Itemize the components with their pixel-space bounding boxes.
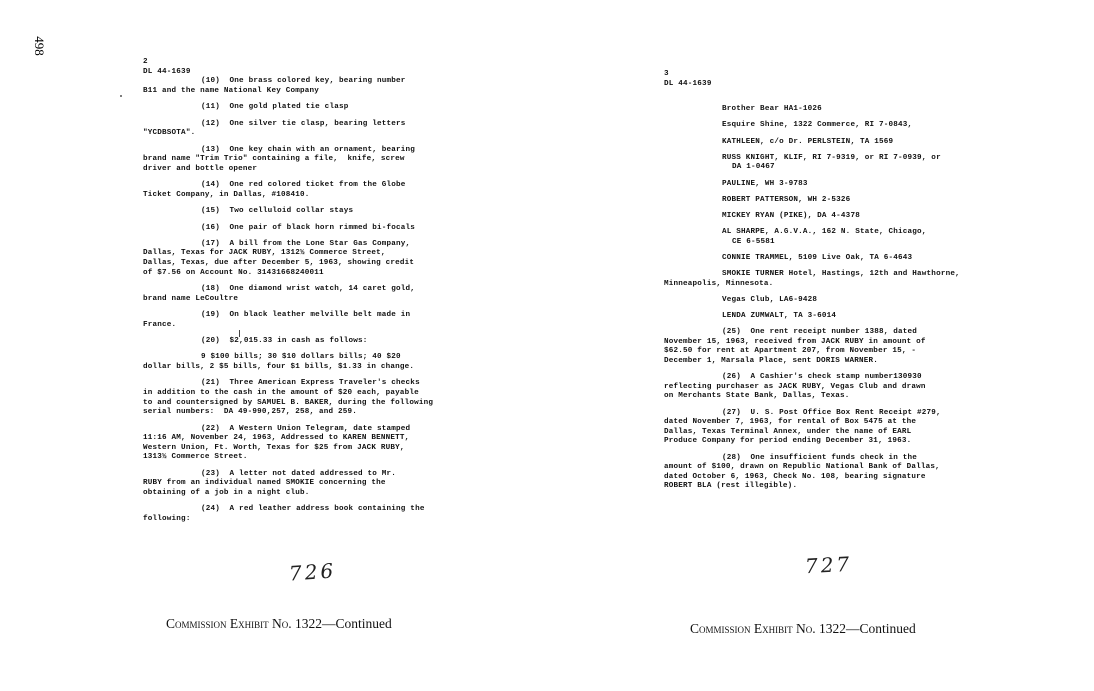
text-line: (18) One diamond wrist watch, 14 caret gold,: [201, 285, 416, 294]
text-line: (15) Two celluloid collar stays: [201, 207, 354, 216]
text-line: Western Union, Ft. Worth, Texas for $25 from JACK RUBY,: [143, 443, 405, 452]
paragraph: [664, 270, 1004, 289]
text-line: (20) $2,015.33 in cash as follows:: [201, 337, 368, 346]
caption-left-rest: 1322—Continued: [291, 616, 392, 631]
left-document-page: [143, 58, 483, 531]
text-line: DA 1-0467: [732, 163, 775, 172]
text-line: (28) One insufficient funds check in the: [722, 453, 918, 462]
paragraph: [664, 212, 1004, 222]
paragraph: [664, 138, 1004, 148]
right-body: [664, 89, 1004, 492]
text-line: France.: [143, 320, 177, 329]
exhibit-caption-left: [166, 616, 392, 632]
paragraph: [664, 373, 1004, 402]
text-line: CONNIE TRAMMEL, 5109 Live Oak, TA 6-4643: [722, 253, 913, 262]
paragraph: [664, 196, 1004, 206]
text-line: (26) A Cashier's check stamp number130930: [722, 373, 922, 382]
text-line: brand name LeCoultre: [143, 294, 239, 303]
text-line: PAULINE, WH 3-9783: [722, 179, 808, 188]
text-line: following:: [143, 514, 191, 523]
text-line: CE 6-5581: [732, 237, 775, 246]
text-line: brand name "Trim Trio" containing a file, knife, screw: [143, 155, 405, 164]
text-line: $62.50 for rent at Apartment 207, from November 15, -: [664, 347, 917, 356]
paragraph: [664, 254, 1004, 264]
handwritten-page-number-left: 726: [288, 558, 337, 586]
paragraph: [664, 105, 1004, 115]
right-page-no: 3: [664, 70, 669, 78]
text-line: (25) One rent receipt number 1388, dated: [722, 328, 918, 337]
paragraph: [143, 240, 483, 278]
text-line: (13) One key chain with an ornament, bearing: [201, 145, 416, 154]
paragraph: [143, 103, 483, 113]
left-body: [143, 77, 483, 524]
text-line: amount of $100, drawn on Republic National Bank of Dallas,: [664, 463, 940, 472]
text-line: Vegas Club, LA6-9428: [722, 295, 818, 304]
text-line: in addition to the cash in the amount of $20 each, payable: [143, 389, 419, 397]
paragraph: [143, 505, 483, 524]
text-line: (24) A red leather address book containing the: [201, 505, 425, 514]
text-line: obtaining of a job in a night club.: [143, 488, 310, 497]
left-file-no: DL 44-1639: [143, 67, 191, 76]
text-line: Dallas, Texas for JACK RUBY, 1312½ Commerce Street,: [143, 249, 386, 258]
stray-dot: [120, 95, 122, 97]
right-file-no: DL 44-1639: [664, 79, 712, 88]
caption-right-prefix: Commission Exhibit No.: [690, 621, 816, 636]
text-line: B11 and the name National Key Company: [143, 86, 320, 95]
handwritten-page-number-right: 727: [804, 551, 853, 579]
paragraph: [664, 154, 1004, 173]
paragraph: [143, 337, 483, 347]
text-line: on Merchants State Bank, Dallas, Texas.: [664, 392, 850, 401]
text-line: 9 $100 bills; 30 $10 dollars bills; 40 $20: [201, 353, 401, 362]
paragraph: [143, 311, 483, 330]
text-line: AL SHARPE, A.G.V.A., 162 N. State, Chicago,: [722, 228, 927, 237]
text-line: KATHLEEN, c/o Dr. PERLSTEIN, TA 1569: [722, 137, 894, 146]
paragraph: [143, 181, 483, 200]
paragraph: [143, 285, 483, 304]
text-line: Esquire Shine, 1322 Commerce, RI 7-0843,: [722, 121, 913, 130]
paragraph: [664, 312, 1004, 322]
text-line: Minneapolis, Minnesota.: [664, 279, 774, 288]
text-line: (12) One silver tie clasp, bearing letters: [201, 119, 406, 128]
text-line: December 1, Marsala Place, sent DORIS WARNER.: [664, 357, 879, 365]
text-line: (23) A letter not dated addressed to Mr.: [201, 469, 397, 478]
text-line: dated October 6, 1963, Check No. 108, bearing signature: [664, 472, 926, 481]
paragraph: [664, 180, 1004, 190]
text-line: MICKEY RYAN (PIKE), DA 4-4378: [722, 211, 860, 220]
page-number: 498: [32, 36, 47, 56]
left-page-no: 2: [143, 58, 148, 66]
text-line: LENDA ZUMWALT, TA 3-6014: [722, 312, 837, 321]
text-line: (22) A Western Union Telegram, date stamped: [201, 424, 411, 433]
text-line: serial numbers: DA 49-990,257, 258, and 259.: [143, 408, 358, 417]
text-line: RUSS KNIGHT, KLIF, RI 7-9319, or RI 7-0939, or: [722, 153, 941, 162]
text-line: "YCDBSOTA".: [143, 129, 196, 138]
paragraph: [143, 207, 483, 217]
paragraph: [143, 470, 483, 499]
paragraph: [143, 77, 483, 96]
text-line: ROBERT PATTERSON, WH 2-5326: [722, 195, 851, 204]
spacer: [664, 89, 1004, 105]
paragraph: [143, 425, 483, 463]
text-line: Produce Company for period ending December 31, 1963.: [664, 437, 912, 446]
exhibit-caption-right: [690, 621, 916, 637]
caption-left-prefix: Commission Exhibit No.: [166, 616, 292, 631]
paragraph: [664, 296, 1004, 306]
text-line: to and countersigned by SAMUEL B. BAKER, during the following: [143, 398, 434, 407]
paragraph: [664, 228, 1004, 247]
text-line: (27) U. S. Post Office Box Rent Receipt #279,: [722, 408, 941, 417]
text-line: (16) One pair of black horn rimmed bi-focals: [201, 223, 416, 232]
paragraph: [143, 120, 483, 139]
text-line: dollar bills, 2 $5 bills, four $1 bills, $1.33 in change.: [143, 363, 415, 372]
text-line: of $7.56 on Account No. 31431668240011: [143, 268, 324, 277]
text-line: Dallas, Texas, due after December 5, 1963, showing credit: [143, 259, 415, 268]
text-line: (21) Three American Express Traveler's checks: [201, 379, 420, 388]
text-line: driver and bottle opener: [143, 164, 258, 173]
paragraph: [143, 146, 483, 175]
paragraph: [664, 409, 1004, 447]
text-line: (17) A bill from the Lone Star Gas Company,: [201, 239, 411, 248]
text-line: 1313½ Commerce Street.: [143, 453, 248, 462]
text-line: (11) One gold plated tie clasp: [201, 103, 349, 112]
text-line: 11:16 AM, November 24, 1963, Addressed to KAREN BENNETT,: [143, 434, 410, 443]
text-line: Dallas, Texas Terminal Annex, under the name of EARL: [664, 427, 912, 436]
text-line: reflecting purchaser as JACK RUBY, Vegas Club and drawn: [664, 382, 926, 391]
text-line: dated November 7, 1963, for rental of Box 5475 at the: [664, 418, 917, 427]
paragraph: [143, 379, 483, 417]
right-document-page: [664, 70, 1004, 499]
text-line: Ticket Company, in Dallas, #108410.: [143, 190, 310, 199]
paragraph: [143, 353, 483, 372]
caption-right-rest: 1322—Continued: [815, 621, 916, 636]
text-line: Brother Bear HA1-1026: [722, 105, 822, 114]
text-line: November 15, 1963, received from JACK RUBY in amount of: [664, 337, 926, 346]
text-line: (10) One brass colored key, bearing number: [201, 77, 406, 86]
paragraph: [664, 328, 1004, 366]
paragraph: [664, 454, 1004, 492]
text-line: (19) On black leather melville belt made in: [201, 311, 411, 320]
text-line: SMOKIE TURNER Hotel, Hastings, 12th and Hawthorne,: [722, 270, 960, 279]
text-line: ROBERT BLA (rest illegible).: [664, 482, 798, 491]
paragraph: [143, 224, 483, 234]
stray-mark: [239, 330, 240, 337]
text-line: (14) One red colored ticket from the Globe: [201, 181, 406, 190]
text-line: RUBY from an individual named SMOKIE concerning the: [143, 479, 386, 488]
paragraph: [664, 121, 1004, 131]
